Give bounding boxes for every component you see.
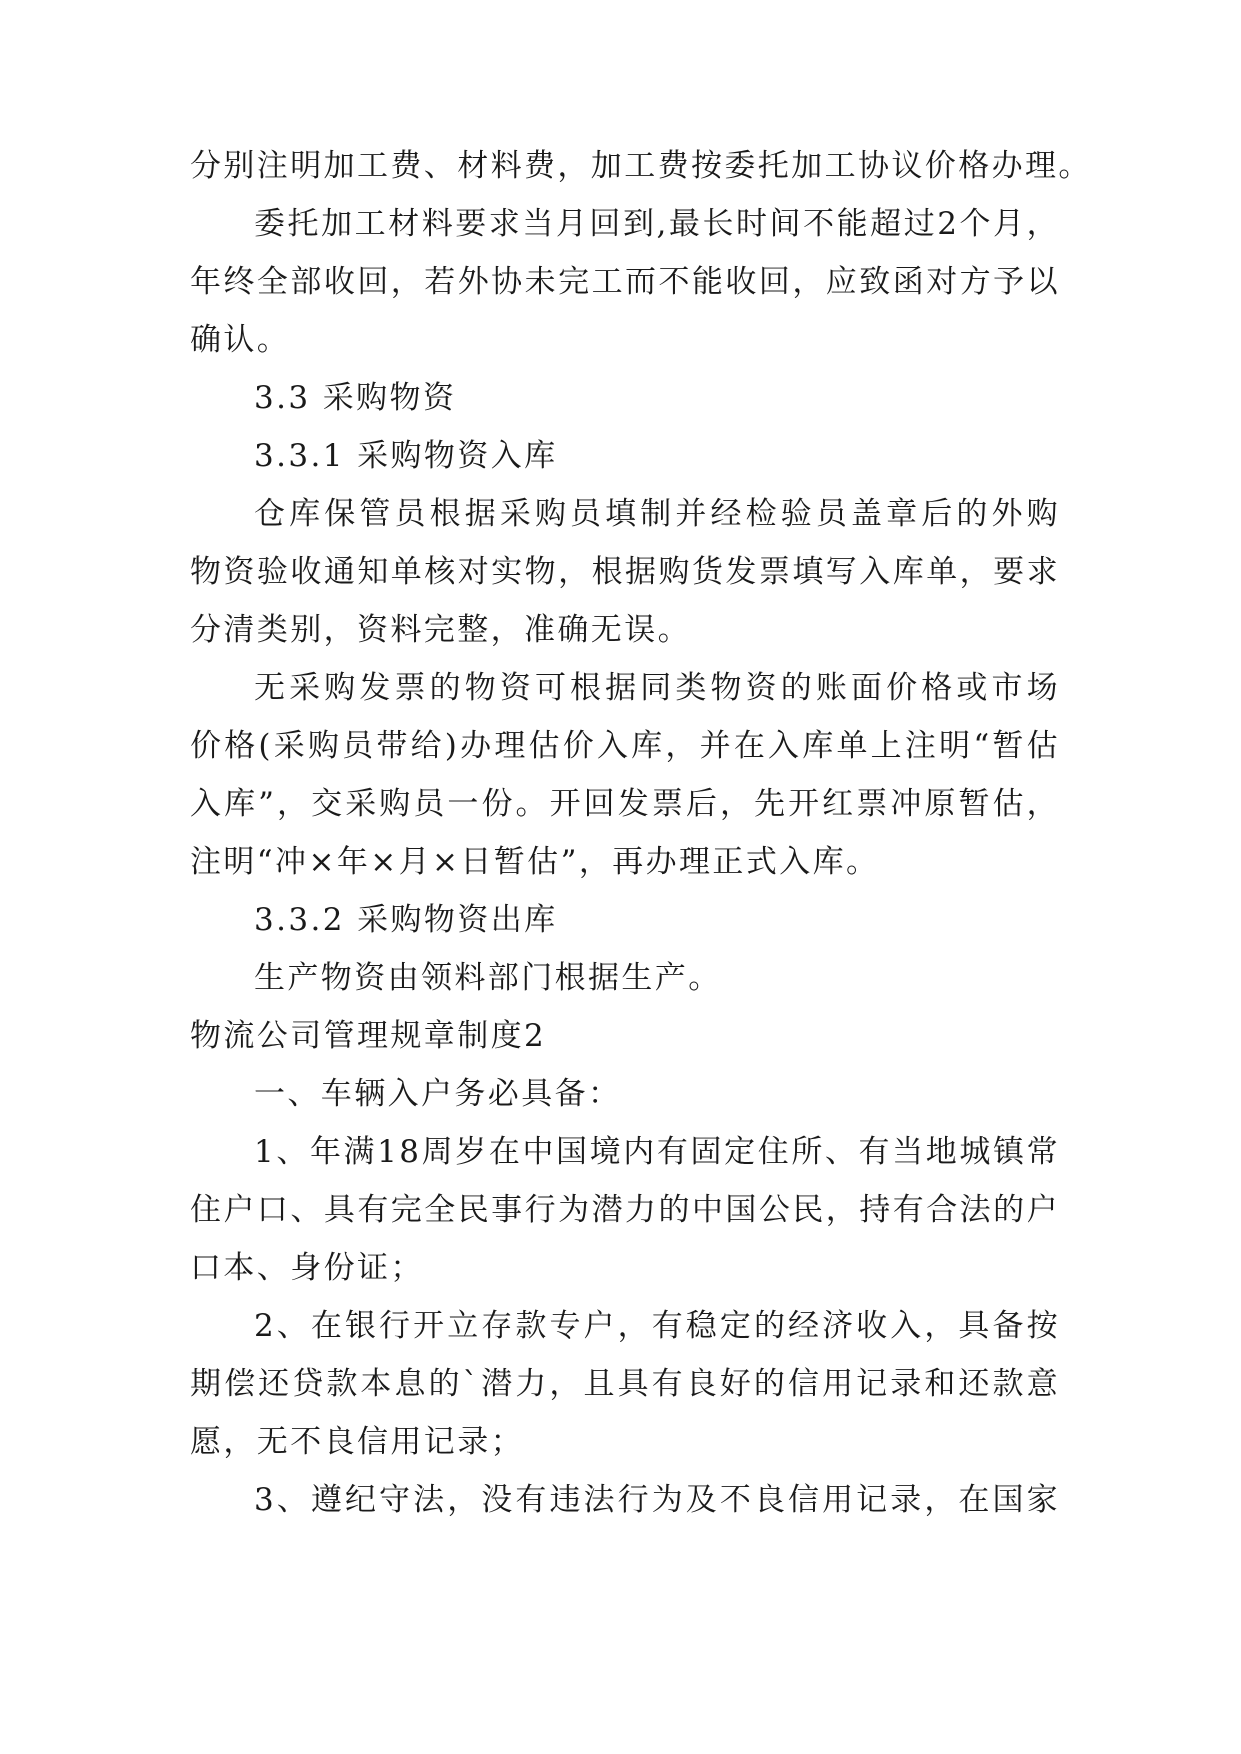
text-line: 委托加工材料要求当月回到,最长时间不能超过2个月， [254,206,1060,242]
section-heading: 一、车辆入户务必具备： [254,1076,622,1112]
text-line: 3、遵纪守法，没有违法行为及不良信用记录，在国家 [254,1482,1060,1518]
document-title: 物流公司管理规章制度2 [190,1018,547,1054]
text-line: 年终全部收回，若外协未完工而不能收回，应致函对方予以 [190,264,1060,300]
text-line: 2、在银行开立存款专户，有稳定的经济收入，具备按 [254,1308,1060,1344]
text-line: 价格(采购员带给)办理估价入库，并在入库单上注明“暂估 [190,728,1060,764]
text-line: 1、年满18周岁在中国境内有固定住所、有当地城镇常 [254,1134,1060,1170]
text-line: 口本、身份证； [190,1250,424,1286]
text-line: 生产物资由领料部门根据生产。 [254,960,722,996]
text-line: 无采购发票的物资可根据同类物资的账面价格或市场 [254,670,1060,706]
section-heading: 3.3 采购物资 [254,380,457,416]
text-line: 分清类别，资料完整，准确无误。 [190,612,691,648]
text-line: 期偿还贷款本息的`潜力，且具有良好的信用记录和还款意 [190,1366,1060,1402]
text-line: 愿，无不良信用记录； [190,1424,524,1460]
section-heading: 3.3.2 采购物资出库 [254,902,558,938]
text-line: 物资验收通知单核对实物，根据购货发票填写入库单，要求 [190,554,1060,590]
section-heading: 3.3.1 采购物资入库 [254,438,558,474]
text-line: 分别注明加工费、材料费，加工费按委托加工协议价格办理。 [190,148,1092,184]
text-line: 入库”，交采购员一份。开回发票后，先开红票冲原暂估， [190,786,1060,822]
text-line: 住户口、具有完全民事行为潜力的中国公民，持有合法的户 [190,1192,1060,1228]
text-line: 注明“冲×年×月×日暂估”，再办理正式入库。 [190,844,880,880]
text-line: 仓库保管员根据采购员填制并经检验员盖章后的外购 [254,496,1060,532]
text-line: 确认。 [190,322,291,358]
